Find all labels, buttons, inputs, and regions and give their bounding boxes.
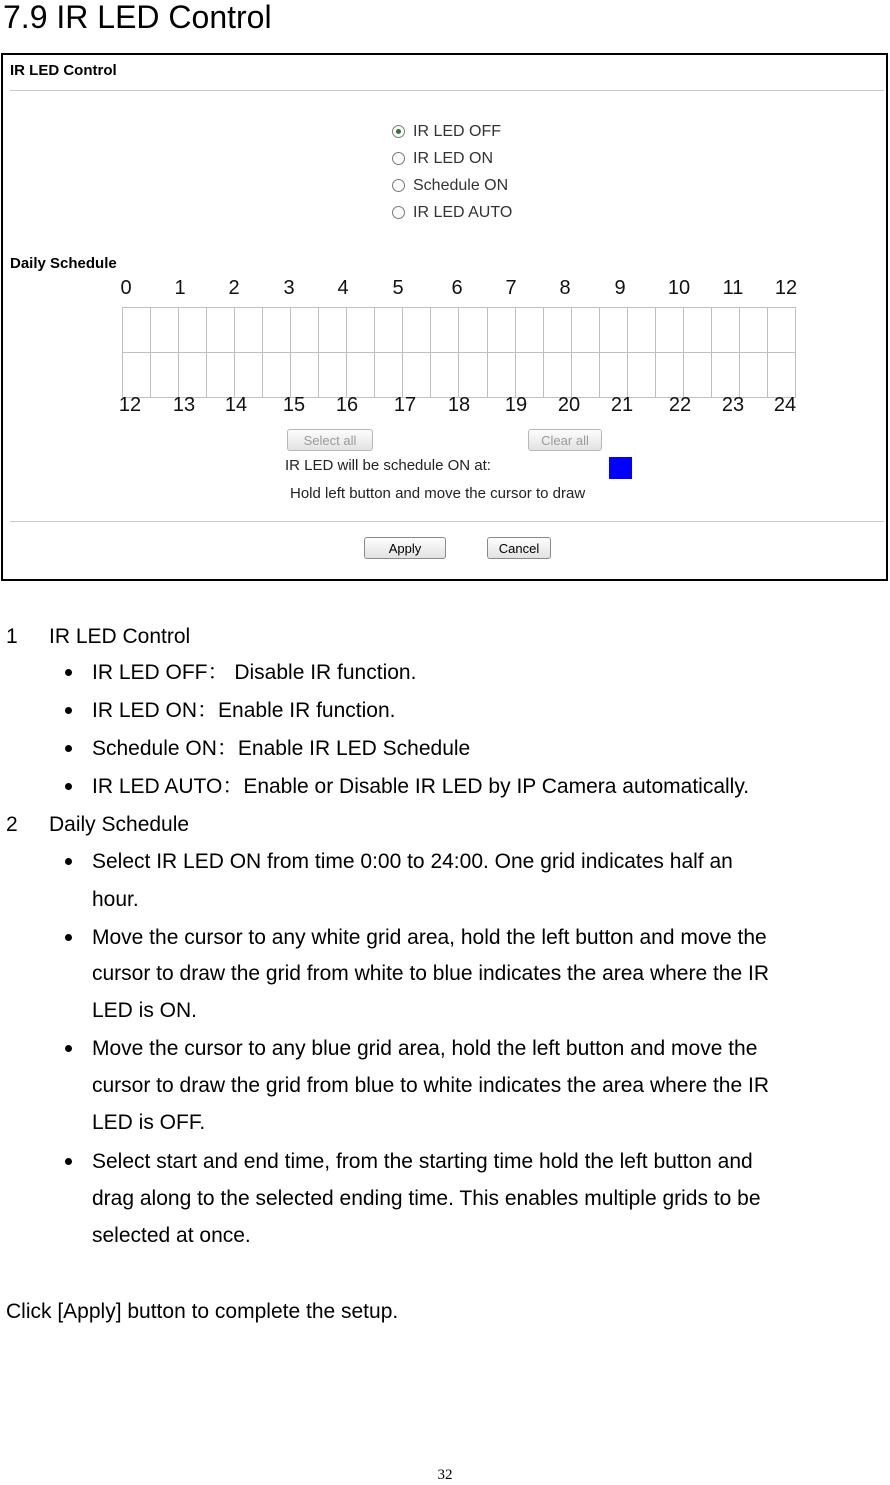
- bullet-icon: [65, 669, 72, 676]
- select-all-button[interactable]: Select all: [287, 429, 373, 451]
- schedule-grid-cell[interactable]: [712, 308, 740, 353]
- bullet-text: hour.: [92, 888, 139, 911]
- radio-ir-led-auto[interactable]: [392, 199, 512, 226]
- hour-label: 21: [610, 394, 634, 416]
- schedule-grid-cell[interactable]: [459, 353, 487, 398]
- schedule-grid-cell[interactable]: [375, 353, 403, 398]
- bullet-text: drag along to the selected ending time. This enables multiple grids to be: [92, 1187, 761, 1210]
- bullet-icon: [65, 783, 72, 790]
- section-title: IR LED Control: [49, 625, 191, 648]
- hour-label: 2: [228, 277, 240, 299]
- schedule-grid-cell[interactable]: [628, 308, 656, 353]
- bullet-icon: [65, 1158, 72, 1165]
- apply-button[interactable]: Apply: [364, 537, 446, 559]
- hour-label: 3: [283, 277, 295, 299]
- schedule-grid-cell[interactable]: [768, 308, 796, 353]
- cancel-button[interactable]: Cancel: [487, 537, 551, 559]
- radio-selected-icon[interactable]: [392, 125, 405, 138]
- hour-label: 14: [224, 394, 248, 416]
- schedule-on-note: IR LED will be schedule ON at:: [285, 457, 491, 474]
- schedule-grid-cell[interactable]: [179, 308, 207, 353]
- schedule-grid-cell[interactable]: [179, 353, 207, 398]
- hour-label: 15: [282, 394, 306, 416]
- schedule-grid-cell[interactable]: [656, 353, 684, 398]
- schedule-grid[interactable]: [122, 307, 796, 398]
- bullet-text: IR LED OFF： Disable IR function.: [92, 661, 417, 684]
- hour-label: 11: [722, 277, 744, 299]
- bullet-text: Schedule ON：Enable IR LED Schedule: [92, 737, 471, 760]
- bullet-icon: [65, 858, 72, 865]
- schedule-grid-cell[interactable]: [403, 308, 431, 353]
- hour-label: 17: [393, 394, 417, 416]
- schedule-grid-cell[interactable]: [656, 308, 684, 353]
- hour-label: 10: [667, 277, 691, 299]
- bullet-text: Move the cursor to any white grid area, hold the left button and move the: [92, 926, 767, 949]
- radio-icon[interactable]: [392, 179, 405, 192]
- hour-label: 7: [505, 277, 517, 299]
- radio-label: IR LED AUTO: [413, 203, 513, 221]
- bullet-text: IR LED AUTO：Enable or Disable IR LED by IP Camera automatically.: [92, 775, 750, 798]
- hour-label: 8: [559, 277, 571, 299]
- schedule-grid-cell[interactable]: [431, 308, 459, 353]
- bullet-text: selected at once.: [92, 1224, 251, 1247]
- bullet-text: LED is ON.: [92, 999, 198, 1022]
- bullet-icon: [65, 1045, 72, 1052]
- page-number: 32: [437, 1467, 453, 1483]
- clear-all-button[interactable]: Clear all: [528, 429, 602, 451]
- schedule-grid-cell[interactable]: [684, 353, 712, 398]
- bullet-text: cursor to draw the grid from white to blue indicates the area where the IR: [92, 962, 770, 985]
- section-number: 2: [6, 813, 18, 836]
- schedule-grid-cell[interactable]: [740, 308, 768, 353]
- schedule-grid-cell[interactable]: [207, 308, 235, 353]
- hour-label: 19: [504, 394, 528, 416]
- section-number: 1: [6, 625, 18, 648]
- bullet-text: Move the cursor to any blue grid area, hold the left button and move the: [92, 1037, 758, 1060]
- radio-label: Schedule ON: [413, 176, 509, 194]
- hour-label: 12: [118, 394, 142, 416]
- bullet-icon: [65, 934, 72, 941]
- schedule-grid-cell[interactable]: [600, 308, 628, 353]
- schedule-grid-cell[interactable]: [516, 308, 544, 353]
- schedule-grid-cell[interactable]: [516, 353, 544, 398]
- panel-title: IR LED Control: [10, 62, 117, 79]
- schedule-grid-cell[interactable]: [712, 353, 740, 398]
- bullet-icon: [65, 707, 72, 714]
- section-heading: 7.9 IR LED Control: [3, 0, 272, 35]
- hour-label: 16: [335, 394, 359, 416]
- radio-ir-led-off[interactable]: [392, 118, 512, 145]
- divider: [10, 521, 884, 522]
- hour-label: 1: [174, 277, 186, 299]
- schedule-grid-cell[interactable]: [488, 308, 516, 353]
- schedule-grid-cell[interactable]: [488, 353, 516, 398]
- schedule-grid-cell[interactable]: [347, 353, 375, 398]
- schedule-grid-cell[interactable]: [347, 308, 375, 353]
- schedule-grid-cell[interactable]: [544, 353, 572, 398]
- radio-icon[interactable]: [392, 206, 405, 219]
- schedule-grid-cell[interactable]: [600, 353, 628, 398]
- schedule-grid-cell[interactable]: [431, 353, 459, 398]
- schedule-grid-cell[interactable]: [544, 308, 572, 353]
- bullet-text: Select start and end time, from the starting time hold the left button and: [92, 1150, 753, 1173]
- hour-label: 20: [557, 394, 581, 416]
- hour-label: 18: [447, 394, 471, 416]
- bullet-icon: [65, 745, 72, 752]
- hour-label: 24: [773, 394, 797, 416]
- schedule-grid-cell[interactable]: [319, 353, 347, 398]
- ir-led-control-panel: [1, 53, 888, 581]
- hour-label: 6: [451, 277, 463, 299]
- schedule-grid-cell[interactable]: [151, 353, 179, 398]
- hour-label: 12: [774, 277, 798, 299]
- schedule-grid-cell[interactable]: [263, 308, 291, 353]
- schedule-grid-cell[interactable]: [151, 308, 179, 353]
- hour-label: 9: [614, 277, 626, 299]
- schedule-grid-cell[interactable]: [235, 308, 263, 353]
- schedule-grid-cell[interactable]: [291, 308, 319, 353]
- schedule-on-color-swatch: [609, 457, 632, 479]
- radio-icon[interactable]: [392, 152, 405, 165]
- closing-text: Click [Apply] button to complete the setup.: [6, 1300, 399, 1323]
- schedule-grid-cell[interactable]: [572, 308, 600, 353]
- schedule-grid-cell[interactable]: [684, 308, 712, 353]
- radio-label: IR LED OFF: [413, 122, 502, 140]
- bullet-text: Select IR LED ON from time 0:00 to 24:00. One grid indicates half an: [92, 850, 733, 873]
- radio-ir-led-on[interactable]: [392, 145, 512, 172]
- hour-label: 5: [392, 277, 404, 299]
- schedule-grid-cell[interactable]: [235, 353, 263, 398]
- schedule-grid-cell[interactable]: [291, 353, 319, 398]
- schedule-grid-cell[interactable]: [263, 353, 291, 398]
- hour-label: 4: [337, 277, 349, 299]
- schedule-grid-cell[interactable]: [403, 353, 431, 398]
- schedule-grid-cell[interactable]: [319, 308, 347, 353]
- schedule-grid-cell[interactable]: [740, 353, 768, 398]
- schedule-grid-cell[interactable]: [123, 353, 151, 398]
- daily-schedule-title: Daily Schedule: [10, 255, 117, 272]
- hour-label: 0: [120, 277, 132, 299]
- schedule-grid-cell[interactable]: [572, 353, 600, 398]
- hour-label: 22: [668, 394, 692, 416]
- schedule-grid-cell[interactable]: [768, 353, 796, 398]
- schedule-grid-cell[interactable]: [628, 353, 656, 398]
- hour-label: 13: [172, 394, 196, 416]
- radio-schedule-on[interactable]: [392, 172, 512, 199]
- ir-mode-radio-group: [392, 118, 512, 226]
- section-title: Daily Schedule: [49, 813, 190, 836]
- draw-hint: Hold left button and move the cursor to draw: [290, 485, 586, 502]
- schedule-grid-cell[interactable]: [459, 308, 487, 353]
- schedule-grid-cell[interactable]: [375, 308, 403, 353]
- bullet-text: cursor to draw the grid from blue to white indicates the area where the IR: [92, 1074, 770, 1097]
- hour-label: 23: [721, 394, 745, 416]
- schedule-grid-cell[interactable]: [207, 353, 235, 398]
- bullet-text: LED is OFF.: [92, 1111, 206, 1134]
- bullet-text: IR LED ON：Enable IR function.: [92, 699, 396, 722]
- radio-label: IR LED ON: [413, 149, 494, 167]
- divider: [10, 90, 884, 91]
- schedule-grid-cell[interactable]: [123, 308, 151, 353]
